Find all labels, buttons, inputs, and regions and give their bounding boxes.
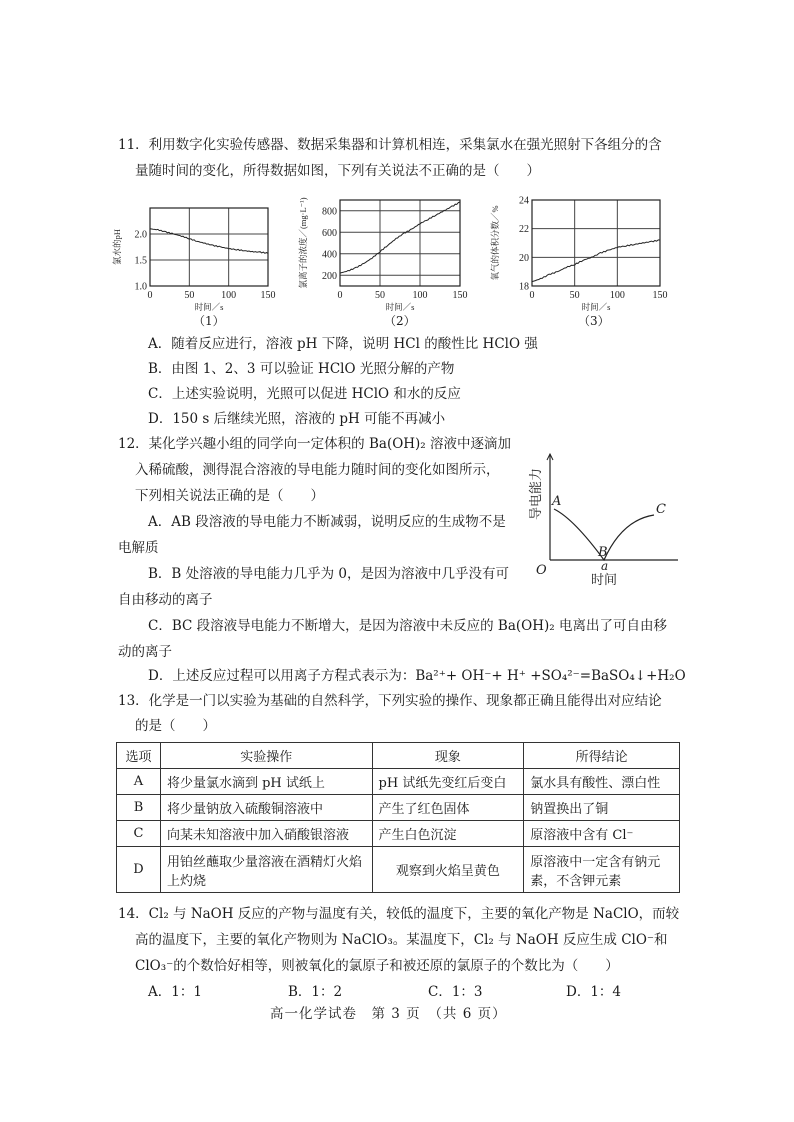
y-axis-label: 氯离子的浓度／(mg·L⁻¹) xyxy=(298,197,308,289)
x-tick-label: 50 xyxy=(569,290,580,301)
point-a-lower-label: a xyxy=(601,559,609,573)
row-a-conclusion: 氯水具有酸性、漂白性 xyxy=(524,769,680,795)
x-tick-label: 0 xyxy=(337,290,343,301)
x-axis-label: 时间 xyxy=(590,573,618,588)
row-c-operation: 向某未知溶液中加入硝酸银溶液 xyxy=(160,821,372,847)
q12-line1: 12．某化学兴趣小组的同学向一定体积的 Ba(OH)₂ 溶液中逐滴加 xyxy=(118,436,512,452)
q11-stem-line1: 11．利用数字化实验传感器、数据采集器和计算机相连，采集氯水在强光照射下各组分的含 xyxy=(118,137,662,153)
q14-option-a: A．1：1 xyxy=(148,984,202,1000)
header-operation: 实验操作 xyxy=(160,743,372,769)
q12-line2: 入稀硫酸，测得混合溶液的导电能力随时间的变化如图所示， xyxy=(135,462,500,478)
row-b-conclusion: 钠置换出了铜 xyxy=(524,795,680,821)
y-tick-label: 2.0 xyxy=(134,229,147,241)
data-line xyxy=(340,202,460,273)
q12-option-b-1: B．B 处溶液的导电能力几乎为 0，是因为溶液中几乎没有可 xyxy=(148,566,510,582)
table-header-row xyxy=(117,743,680,769)
q11-option-c: C．上述实验说明，光照可以促进 HClO 和水的反应 xyxy=(148,386,461,402)
plot-frame xyxy=(150,208,268,286)
conductivity-diagram xyxy=(526,448,686,592)
ph-chart xyxy=(112,190,282,328)
q11-chart-3 xyxy=(490,190,670,332)
q13-stem-line1: 13．化学是一门以实验为基础的自然科学，下列实验的操作、现象都正确且能得出对应结论 xyxy=(118,693,662,709)
q14-line2: 高的温度下，主要的氧化产物则为 NaClO₃。某温度下，Cl₂ 与 NaOH 反应生成 ClO⁻和 xyxy=(135,932,668,948)
row-c-phenomenon: 产生白色沉淀 xyxy=(372,821,524,847)
y-tick-label: 24 xyxy=(519,195,529,207)
q12-option-a-1: A．AB 段溶液的导电能力不断减弱，说明反应的生成物不是 xyxy=(148,514,506,530)
header-phenomenon: 现象 xyxy=(372,743,524,769)
table-row xyxy=(117,847,680,893)
x-tick-label: 50 xyxy=(184,290,195,301)
row-c-option: C xyxy=(117,821,161,847)
data-line xyxy=(150,229,268,254)
y-axis-label: 导电能力 xyxy=(529,467,544,521)
q12-option-c-1: C．BC 段溶液导电能力不断增大，是因为溶液中未反应的 Ba(OH)₂ 电离出了可自由移 xyxy=(148,618,667,634)
y-tick-label: 800 xyxy=(322,206,337,218)
table-row xyxy=(117,769,680,795)
x-tick-label: 150 xyxy=(260,290,276,301)
x-tick-label: 50 xyxy=(375,290,385,301)
x-axis-label: 时间／s xyxy=(581,302,611,312)
q11-stem-line2: 量随时间的变化，所得数据如图，下列有关说法不正确的是（ ） xyxy=(135,163,540,179)
data-line xyxy=(532,240,660,282)
point-b-label: B xyxy=(598,545,608,560)
q14-line3: ClO₃⁻的个数恰好相等，则被氧化的氯原子和被还原的氯原子的个数比为（ ） xyxy=(135,958,619,974)
x-axis-label: 时间／s xyxy=(194,302,224,312)
q12-option-a-2: 电解质 xyxy=(118,540,159,556)
row-c-conclusion: 原溶液中含有 Cl⁻ xyxy=(524,821,680,847)
origin-label: O xyxy=(536,563,547,578)
y-tick-label: 18 xyxy=(519,281,529,293)
x-tick-label: 150 xyxy=(652,290,668,301)
q11-option-a: A．随着反应进行，溶液 pH 下降，说明 HCl 的酸性比 HClO 强 xyxy=(148,336,538,352)
experiment-table xyxy=(116,742,680,893)
q11-option-d: D．150 s 后继续光照，溶液的 pH 可能不再减小 xyxy=(148,411,446,427)
chart-2-caption: （2） xyxy=(384,314,416,328)
q12-option-c-2: 动的离子 xyxy=(118,644,172,660)
q11-chart-2 xyxy=(298,190,473,332)
q12-option-b-2: 自由移动的离子 xyxy=(118,592,213,608)
y-tick-label: 200 xyxy=(322,270,337,282)
q11-chart-1 xyxy=(112,190,282,332)
q14-option-c: C．1：3 xyxy=(428,984,483,1000)
point-c-label: C xyxy=(656,502,666,517)
chart-3-caption: （3） xyxy=(578,314,610,328)
q14-option-d: D．1：4 xyxy=(566,984,622,1000)
point-a-label: A xyxy=(552,494,562,509)
x-axis-label: 时间／s xyxy=(385,302,415,312)
chloride-chart xyxy=(298,190,473,328)
q11-option-b: B．由图 1、2、3 可以验证 HClO 光照分解的产物 xyxy=(148,361,455,377)
y-axis-label: 氧气的体积分数／% xyxy=(490,205,500,281)
plot-frame xyxy=(340,200,460,286)
row-d-option: D xyxy=(117,847,161,893)
q14-option-b: B．1：2 xyxy=(288,984,343,1000)
x-tick-label: 150 xyxy=(452,290,468,301)
q12-option-d: D．上述反应过程可以用离子方程式表示为：Ba²⁺+ OH⁻+ H⁺ +SO₄²⁻=BaSO₄↓+H₂O xyxy=(148,668,686,684)
q14-line1: 14．Cl₂ 与 NaOH 反应的产物与温度有关，较低的温度下，主要的氧化产物是 NaClO，而较 xyxy=(118,906,680,922)
page-footer: 高一化学试卷 第 3 页 （共 6 页） xyxy=(270,1006,507,1022)
x-tick-label: 100 xyxy=(221,290,237,301)
header-option: 选项 xyxy=(117,743,161,769)
row-a-operation: 将少量氯水滴到 pH 试纸上 xyxy=(160,769,372,795)
row-a-option: A xyxy=(117,769,161,795)
row-a-phenomenon: pH 试纸先变红后变白 xyxy=(372,769,524,795)
y-tick-label: 600 xyxy=(322,227,337,239)
y-tick-label: 1.5 xyxy=(134,255,147,267)
x-tick-label: 100 xyxy=(609,290,625,301)
x-tick-label: 100 xyxy=(412,290,428,301)
row-d-phenomenon: 观察到火焰呈黄色 xyxy=(372,847,524,893)
conductivity-chart xyxy=(526,448,686,588)
q13-stem-line2: 的是（ ） xyxy=(135,718,216,734)
row-d-conclusion: 原溶液中一定含有钠元素，不含钾元素 xyxy=(524,847,680,893)
row-b-option: B xyxy=(117,795,161,821)
x-tick-label: 0 xyxy=(147,290,153,301)
y-tick-label: 20 xyxy=(519,252,529,264)
x-tick-label: 0 xyxy=(529,290,535,301)
header-conclusion: 所得结论 xyxy=(524,743,680,769)
row-b-operation: 将少量钠放入硫酸铜溶液中 xyxy=(160,795,372,821)
oxygen-chart xyxy=(490,190,670,328)
q12-line3: 下列相关说法正确的是（ ） xyxy=(135,488,324,504)
y-tick-label: 22 xyxy=(519,224,529,236)
chart-1-caption: （1） xyxy=(193,314,225,328)
table-row xyxy=(117,795,680,821)
row-d-operation: 用铂丝蘸取少量溶液在酒精灯火焰上灼烧 xyxy=(160,847,372,893)
table-row xyxy=(117,821,680,847)
y-tick-label: 1.0 xyxy=(134,281,147,293)
y-axis-label: 氯水的pH xyxy=(112,229,122,265)
y-tick-label: 400 xyxy=(322,249,337,261)
row-b-phenomenon: 产生了红色固体 xyxy=(372,795,524,821)
